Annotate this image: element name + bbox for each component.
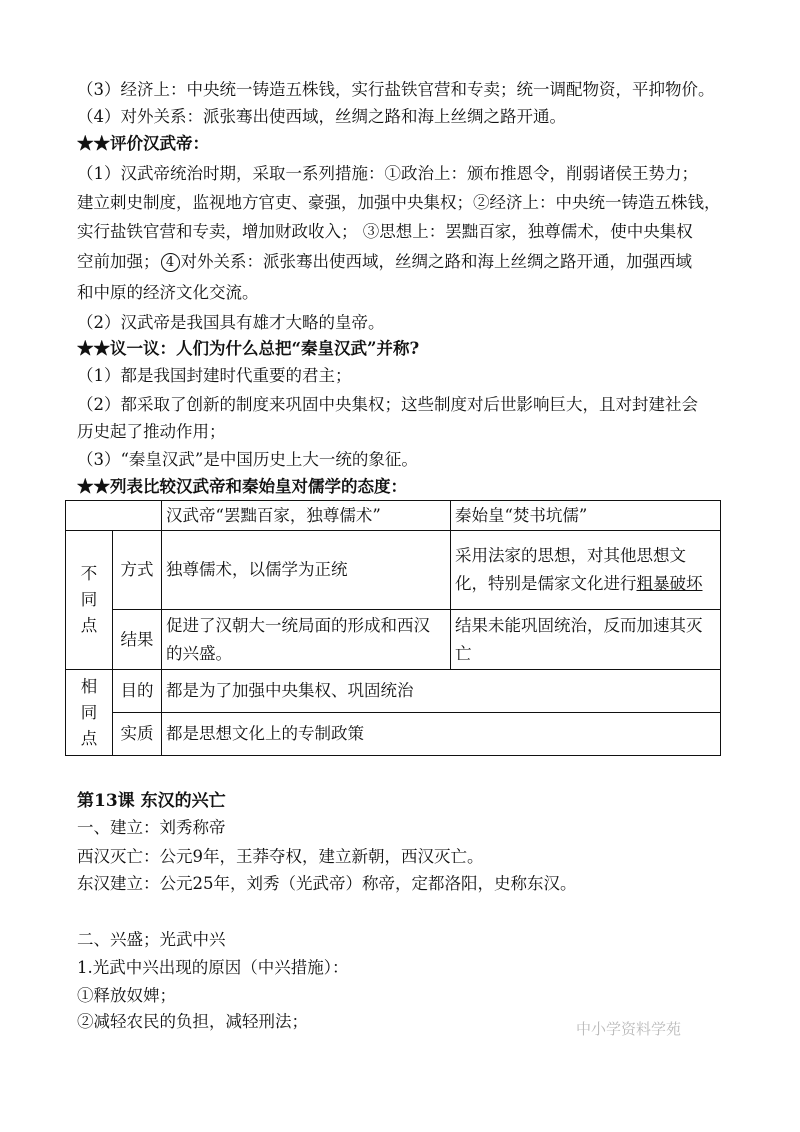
circled-number: 4 xyxy=(161,253,180,272)
text-line: （1）汉武帝统治时期，采取一系列措施：①政治上：颁布推恩令，削弱诸侯王势力； xyxy=(77,164,698,183)
comparison-table xyxy=(65,500,721,756)
cell-text: 采用法家的思想，对其他思想文化，特别是儒家文化进行 xyxy=(455,546,686,593)
table-cell: 都是为了加强中央集权、巩固统治 xyxy=(162,670,721,713)
table-cell xyxy=(66,501,162,531)
text-line: （2）汉武帝是我国具有雄才大略的皇帝。 xyxy=(77,313,385,332)
row-label: 实质 xyxy=(113,713,162,756)
section-heading: ★★列表比较汉武帝和秦始皇对儒学的态度： xyxy=(77,477,407,496)
row-label: 方式 xyxy=(113,531,162,610)
list-item: ①释放奴婢； xyxy=(77,986,176,1005)
text-line: 1.光武中兴出现的原因（中兴措施）： xyxy=(77,958,349,977)
row-group-label xyxy=(66,531,113,670)
text-line: 历史起了推动作用； xyxy=(77,422,226,441)
subsection-heading: 二、兴盛；光武中兴 xyxy=(77,930,226,949)
table-row xyxy=(66,713,721,756)
table-cell: 独尊儒术，以儒学为正统 xyxy=(162,531,451,610)
row-group-label xyxy=(66,670,113,756)
text-line: （3）经济上：中央统一铸造五株钱，实行盐铁官营和专卖；统一调配物资，平抑物价。 xyxy=(77,80,715,99)
text-fragment: 对外关系：派张骞出使西域，丝绸之路和海上丝绸之路开通，加强西域 xyxy=(180,252,692,271)
row-label: 目的 xyxy=(113,670,162,713)
watermark: 中小学资料学苑 xyxy=(576,1020,682,1038)
table-cell xyxy=(451,531,721,610)
table-row xyxy=(66,501,721,531)
text-line: （1）都是我国封建时代重要的君主； xyxy=(77,366,352,385)
table-row xyxy=(66,670,721,713)
lesson-title: 第13课 东汉的兴亡 xyxy=(77,791,226,811)
table-header-han: 汉武帝“罢黜百家，独尊儒术” xyxy=(162,501,451,531)
table-cell: 结果未能巩固统治，反而加速其灭亡 xyxy=(451,610,721,670)
text-line: （4）对外关系：派张骞出使西域，丝绸之路和海上丝绸之路开通。 xyxy=(77,107,566,126)
section-heading: ★★评价汉武帝： xyxy=(77,134,209,153)
text-line: （3）“秦皇汉武”是中国历史上大一统的象征。 xyxy=(77,450,418,469)
list-item: ②减轻农民的负担，减轻刑法； xyxy=(77,1012,308,1031)
text-line xyxy=(77,251,692,273)
text-line: （2）都采取了创新的制度来巩固中央集权；这些制度对后世影响巨大，且对封建社会 xyxy=(77,395,698,414)
text-line: 建立刺史制度，监视地方官吏、豪强，加强中央集权；②经济上：中央统一铸造五株钱， xyxy=(77,193,721,212)
table-cell: 都是思想文化上的专制政策 xyxy=(162,713,721,756)
row-label: 结果 xyxy=(113,610,162,670)
vertical-label: 不同点 xyxy=(80,564,98,635)
text-line: 西汉灭亡：公元9年，王莽夺权，建立新朝，西汉灭亡。 xyxy=(77,847,484,866)
table-row xyxy=(66,610,721,670)
vertical-label: 相同点 xyxy=(80,676,98,748)
table-row xyxy=(66,531,721,610)
table-cell: 促进了汉朝大一统局面的形成和西汉的兴盛。 xyxy=(162,610,451,670)
text-line: 实行盐铁官营和专卖，增加财政收入； ③思想上：罢黜百家，独尊儒术，使中央集权 xyxy=(77,222,693,241)
subsection-heading: 一、建立：刘秀称帝 xyxy=(77,818,226,837)
section-heading: ★★议一议：人们为什么总把“秦皇汉武”并称? xyxy=(77,339,420,358)
text-line: 东汉建立：公元25年，刘秀（光武帝）称帝，定都洛阳，史称东汉。 xyxy=(77,874,577,893)
underlined-text: 粗暴破坏 xyxy=(636,574,703,593)
table-header-qin: 秦始皇“焚书坑儒” xyxy=(451,501,721,531)
text-line: 和中原的经济文化交流。 xyxy=(77,283,259,302)
text-fragment: 空前加强； xyxy=(77,252,160,271)
